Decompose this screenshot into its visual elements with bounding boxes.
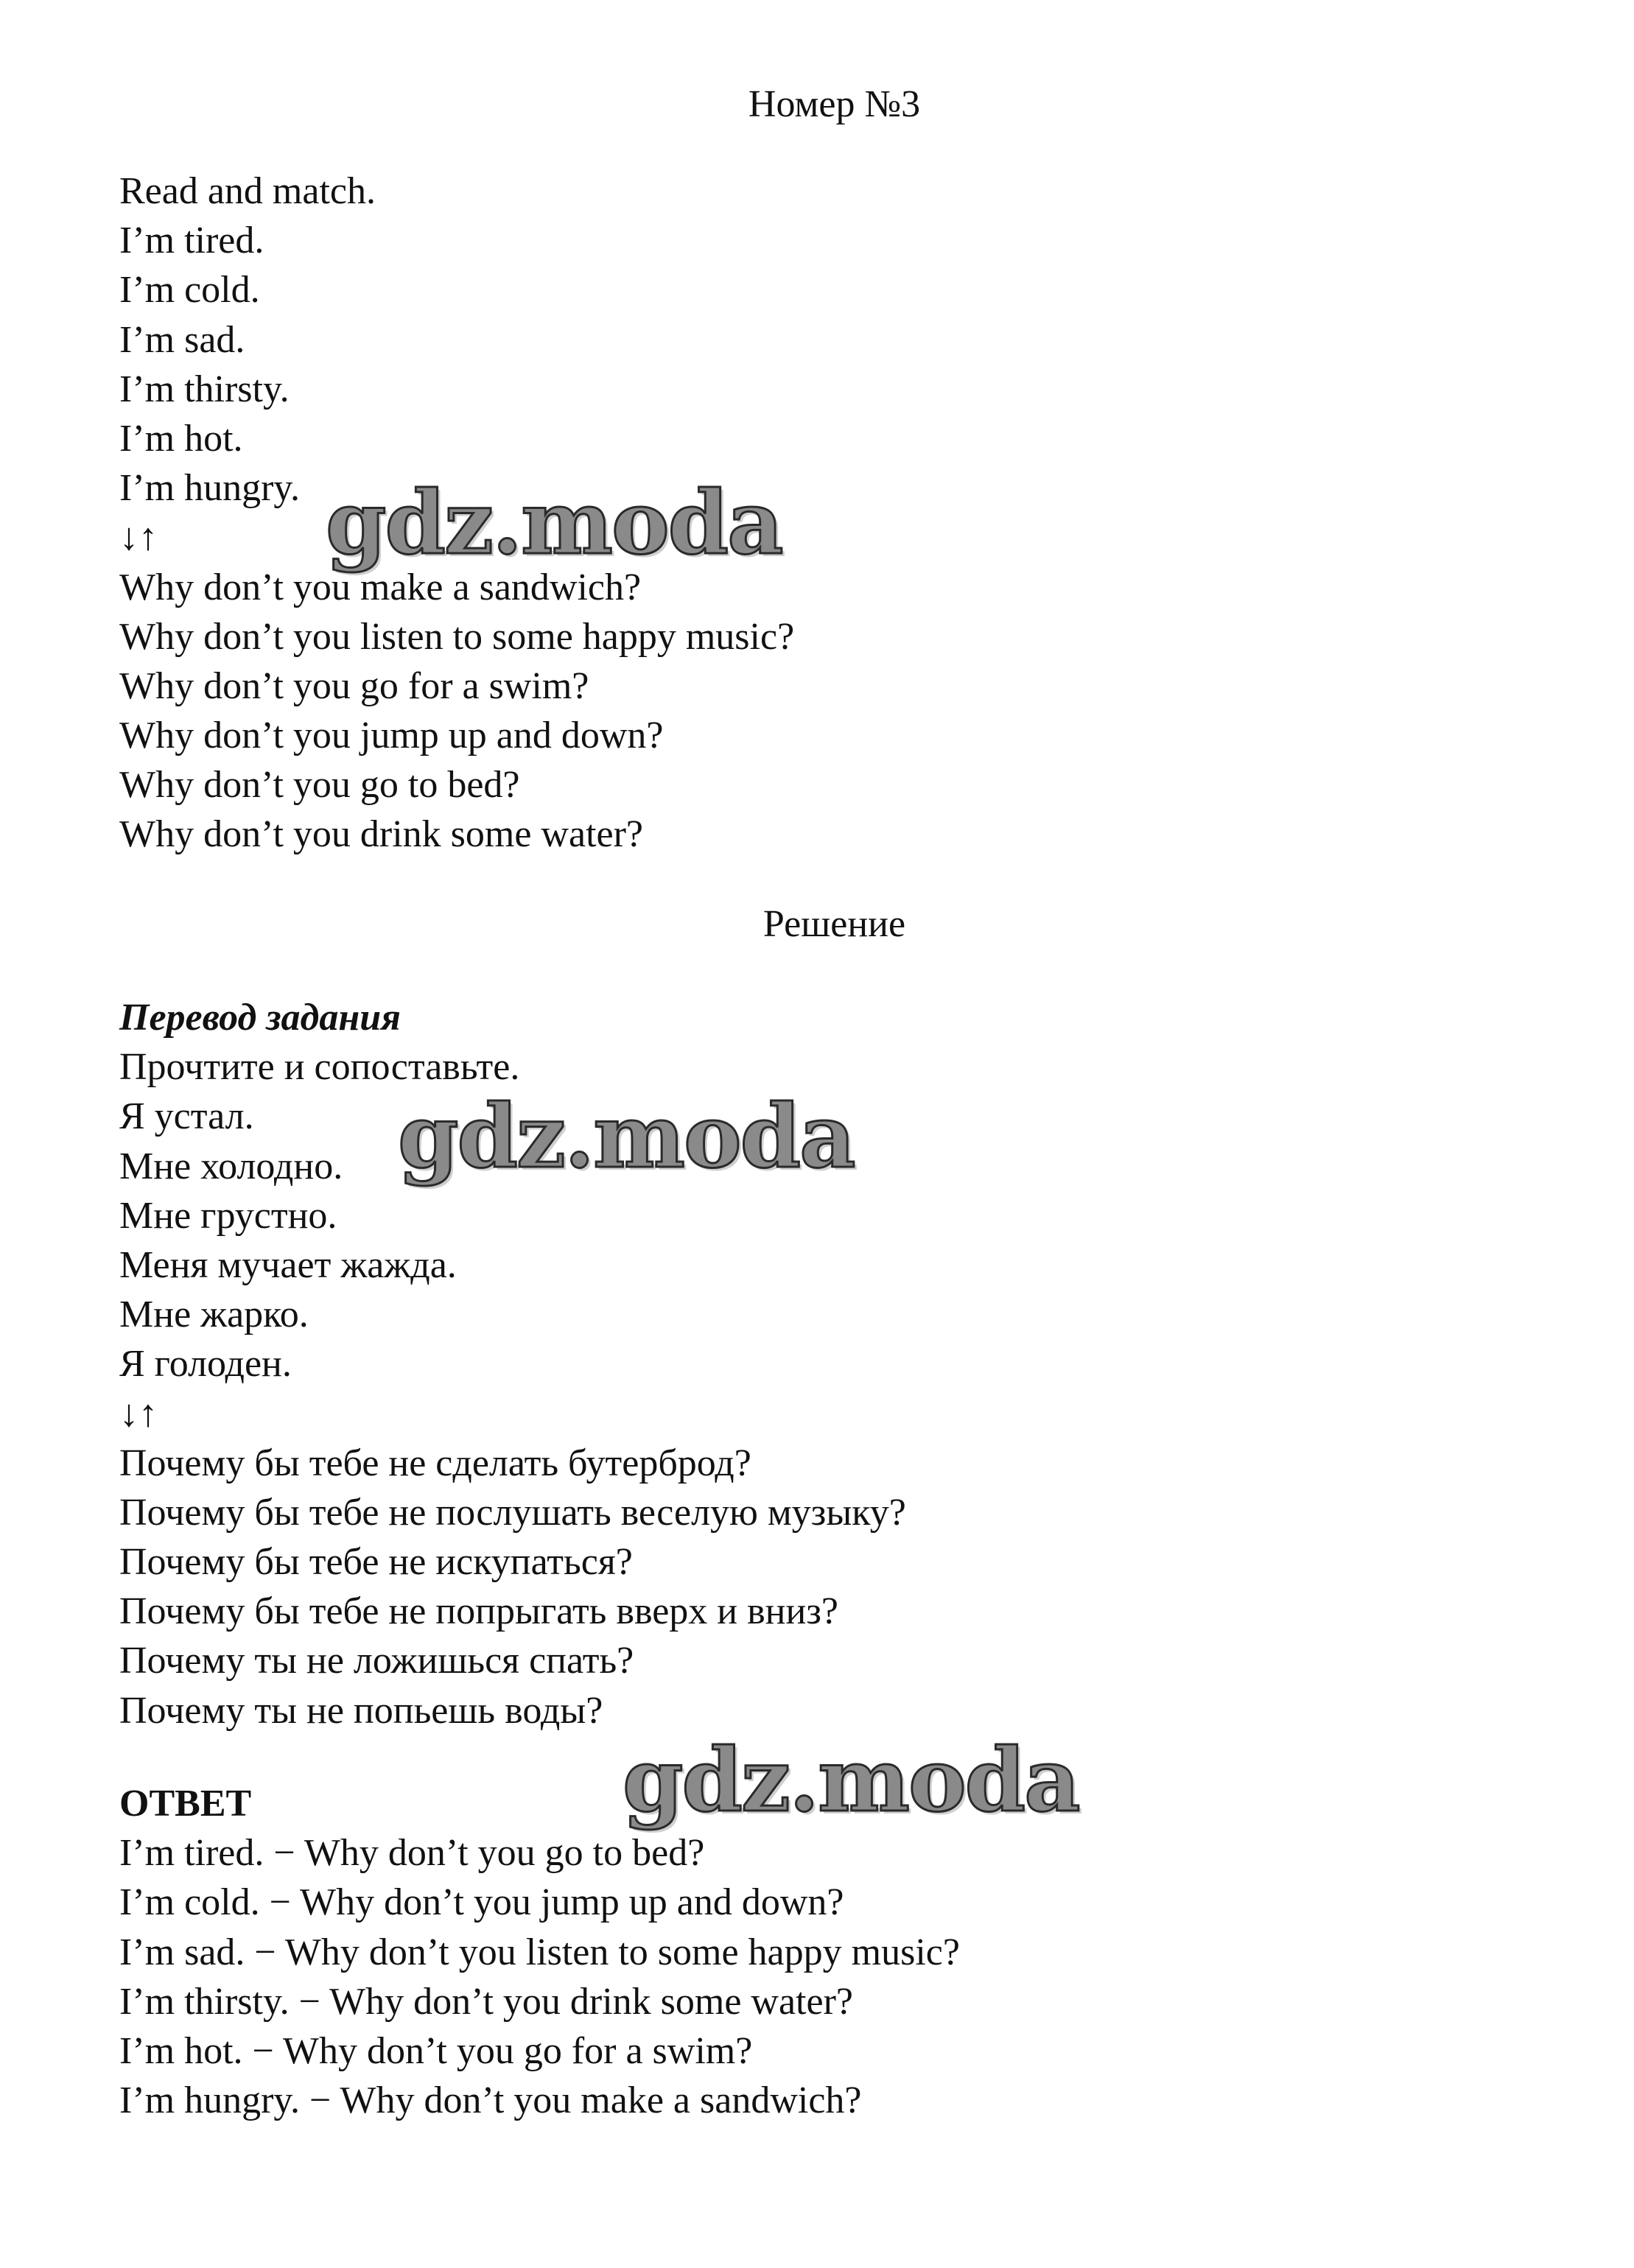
- task-line: I’m thirsty.: [119, 368, 290, 410]
- translation-line: Я голоден.: [119, 1343, 292, 1386]
- task-line: I’m cold.: [119, 269, 260, 312]
- task-line: I’m hungry.: [119, 467, 301, 510]
- watermark-logo: gdz.moda: [398, 1085, 855, 1187]
- translation-line: Мне жарко.: [119, 1293, 309, 1336]
- translation-line: Почему бы тебе не сделать бутерброд?: [119, 1442, 751, 1484]
- translation-line: Прочтите и сопоставьте.: [119, 1046, 520, 1089]
- task-line: Why don’t you listen to some happy music?: [119, 615, 795, 658]
- translation-line: Почему бы тебе не попрыгать вверх и вниз?: [119, 1590, 838, 1633]
- answer-line: I’m cold. − Why don’t you jump up and down?: [119, 1881, 844, 1924]
- task-line: Why don’t you go to bed?: [119, 764, 520, 807]
- translation-line: Почему бы тебе не послушать веселую музыку?: [119, 1491, 906, 1534]
- answer-heading: ОТВЕТ: [119, 1783, 252, 1825]
- arrows-separator: ↓↑: [119, 1392, 158, 1435]
- page-title: Номер №3: [748, 83, 921, 125]
- translation-line: Мне холодно.: [119, 1145, 343, 1187]
- answer-line: I’m sad. − Why don’t you listen to some happy music?: [119, 1931, 960, 1973]
- translation-line: Мне грустно.: [119, 1194, 337, 1237]
- translation-line: Почему ты не попьешь воды?: [119, 1689, 603, 1732]
- task-line: Read and match.: [119, 170, 376, 212]
- task-line: Why don’t you drink some water?: [119, 813, 643, 856]
- answer-line: I’m hot. − Why don’t you go for a swim?: [119, 2029, 753, 2072]
- watermark-logo: gdz.moda: [623, 1729, 1079, 1831]
- task-line: I’m sad.: [119, 318, 245, 361]
- task-line: Why don’t you go for a swim?: [119, 664, 589, 707]
- task-line: I’m tired.: [119, 220, 264, 262]
- translation-line: Меня мучает жажда.: [119, 1243, 457, 1286]
- translation-heading: Перевод задания: [119, 997, 401, 1039]
- translation-line: Почему бы тебе не искупаться?: [119, 1541, 633, 1584]
- watermark-logo: gdz.moda: [326, 471, 782, 574]
- task-line: I’m hot.: [119, 417, 243, 460]
- task-line: Why don’t you jump up and down?: [119, 715, 664, 757]
- task-line: Why don’t you make a sandwich?: [119, 566, 642, 608]
- answer-line: I’m hungry. − Why don’t you make a sandwich?: [119, 2079, 862, 2122]
- answer-line: I’m tired. − Why don’t you go to bed?: [119, 1832, 705, 1875]
- answer-line: I’m thirsty. − Why don’t you drink some water?: [119, 1980, 853, 2023]
- translation-line: Я устал.: [119, 1095, 254, 1138]
- translation-line: Почему ты не ложишься спать?: [119, 1640, 634, 1682]
- solution-title: Решение: [762, 903, 906, 945]
- arrows-separator: ↓↑: [119, 516, 158, 559]
